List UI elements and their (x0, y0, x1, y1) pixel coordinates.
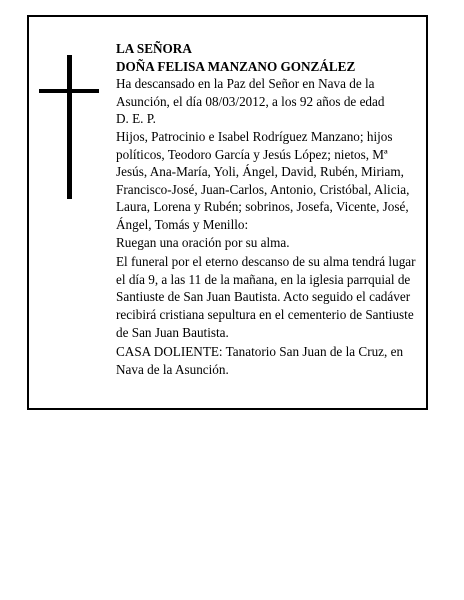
rip-line: D. E. P. (116, 111, 156, 127)
cross-horizontal-bar (39, 89, 99, 93)
family-members: Hijos, Patrocinio e Isabel Rodríguez Manzano; hijos políticos, Teodoro García y Jesús López; nietos, Mª Jesús, Ana-María, Yoli, Ángel, David, Rubén, Miriam, Francisco-José, Juan-Carlos, Antonio, Cristóbal, Alicia, Laura, Lorena y Rubén; sobrinos, Josefa, Vicente, José, Ángel, Tomás y Menillo: (116, 128, 410, 232)
cross-vertical-bar (67, 55, 72, 199)
obituary-notice (27, 15, 428, 410)
passed-away-line: Ha descansado en la Paz del Señor en Nava de la Asunción, el día 08/03/2012, a los 92 años de edad (116, 76, 385, 109)
cross-icon (39, 55, 99, 199)
funeral-details: El funeral por el eterno descanso de su alma tendrá lugar el día 9, a las 11 de la mañana, en la iglesia parrquial de Santiuste de San Juan Bautista. Acto seguido el cadáver recibirá cristiana sepultura en el cementerio de Santiuste de San Juan Bautista. (116, 254, 416, 340)
notice-heading: LA SEÑORA (116, 41, 192, 56)
mourning-house: CASA DOLIENTE: Tanatorio San Juan de la Cruz, en Nava de la Asunción. (116, 344, 404, 377)
notice-text (116, 40, 421, 378)
prayer-request: Ruegan una oración por su alma. (116, 234, 290, 250)
deceased-name: DOÑA FELISA MANZANO GONZÁLEZ (116, 58, 356, 74)
